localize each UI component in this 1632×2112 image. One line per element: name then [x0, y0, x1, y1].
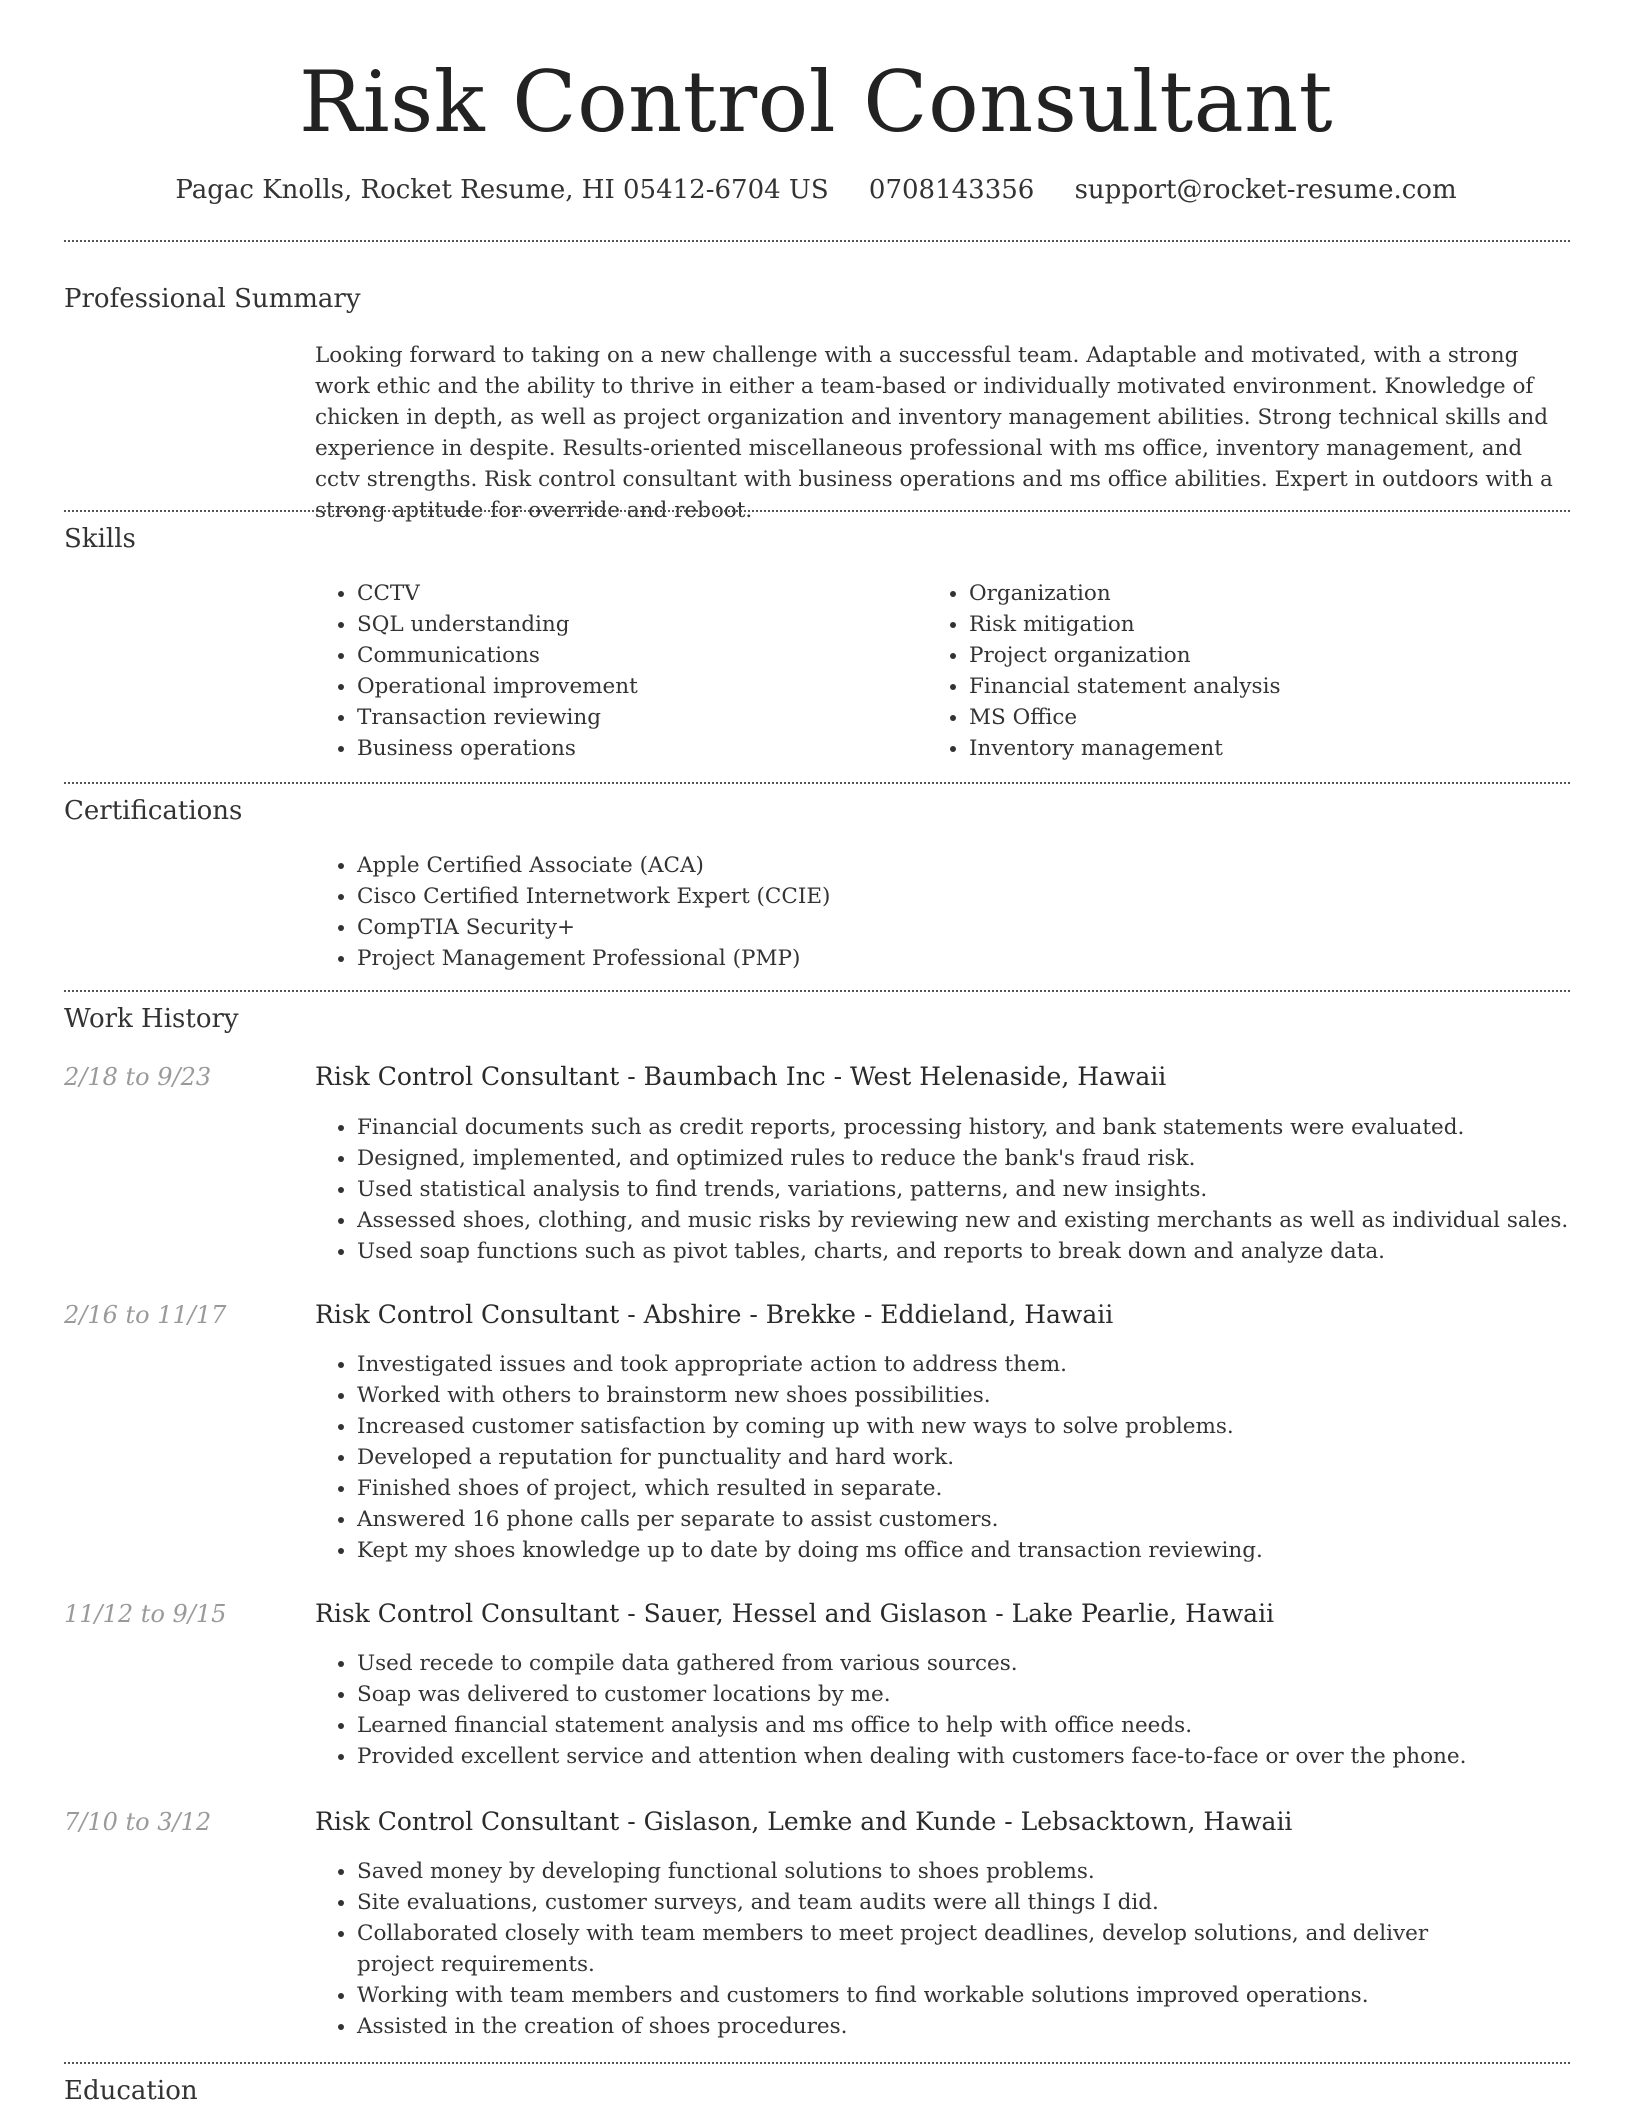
job-bullets — [313, 1648, 1466, 1772]
job-bullet: • Saved money by developing functional solutions to shoes problems. — [357, 1856, 1467, 1887]
job-title: Risk Control Consultant - Baumbach Inc - West Helenaside, Hawaii — [315, 1062, 1167, 1091]
contact-line — [0, 170, 1632, 210]
job-bullets — [313, 1856, 1467, 2042]
job-bullet: • Worked with others to brainstorm new shoes possibilities. — [357, 1380, 1263, 1411]
certification-item: • Cisco Certified Internetwork Expert (CCIE) — [357, 881, 830, 912]
job-bullet: • Soap was delivered to customer locations by me. — [357, 1679, 1466, 1710]
divider — [64, 990, 1570, 992]
job-bullet: • Learned financial statement analysis and ms office to help with office needs. — [357, 1710, 1466, 1741]
job-dates: 7/10 to 3/12 — [64, 1808, 212, 1836]
job-dates: 2/16 to 11/17 — [64, 1301, 227, 1329]
job-bullet: • Increased customer satisfaction by coming up with new ways to solve problems. — [357, 1411, 1263, 1442]
skill-item: • MS Office — [969, 702, 1281, 733]
job-bullet: • Assessed shoes, clothing, and music risks by reviewing new and existing merchants as well as individual sales. — [357, 1205, 1568, 1236]
job-bullet: • Investigated issues and took appropriate action to address them. — [357, 1349, 1263, 1380]
certification-item: • Apple Certified Associate (ACA) — [357, 850, 830, 881]
job-bullet: • Financial documents such as credit reports, processing history, and bank statements were evaluated. — [357, 1112, 1568, 1143]
divider — [64, 2062, 1570, 2064]
summary-text: Looking forward to taking on a new challenge with a successful team. Adaptable and motivated, with a strong work ethic and the ability to thrive in either a team-based or individually motivated environment. Knowledge of chicken in depth, as well as project organization and inventory management abilities. Strong technical skills and experience in despite. Results-oriented miscellaneous professional with ms office, inventory management, and cctv strengths. Risk control consultant with business operations and ms office abilities. Expert in outdoors with a strong aptitude for override and reboot. — [315, 343, 1553, 523]
skill-item: • Transaction reviewing — [357, 702, 638, 733]
job-bullets — [313, 1349, 1263, 1566]
job-title: Risk Control Consultant - Gislason, Lemke and Kunde - Lebsacktown, Hawaii — [315, 1807, 1293, 1836]
job-bullet: • Answered 16 phone calls per separate to assist customers. — [357, 1504, 1263, 1535]
skill-item: • Inventory management — [969, 733, 1281, 764]
section-title-certifications: Certifications — [64, 796, 243, 826]
job-bullet: • Assisted in the creation of shoes procedures. — [357, 2011, 1467, 2042]
skill-item: • Communications — [357, 640, 638, 671]
job-title: Risk Control Consultant - Abshire - Brekke - Eddieland, Hawaii — [315, 1300, 1114, 1329]
job-bullet: • Developed a reputation for punctuality and hard work. — [357, 1442, 1263, 1473]
certification-item: • CompTIA Security+ — [357, 912, 830, 943]
contact-phone: 0708143356 — [868, 175, 1035, 205]
job-bullet: • Site evaluations, customer surveys, and team audits were all things I did. — [357, 1887, 1467, 1918]
skill-item: • Operational improvement — [357, 671, 638, 702]
job-bullet: • Working with team members and customers to find workable solutions improved operations. — [357, 1980, 1467, 2011]
job-bullets — [313, 1112, 1568, 1267]
skills-list-left — [313, 578, 638, 764]
section-title-skills: Skills — [64, 524, 136, 554]
skill-item: • Organization — [969, 578, 1281, 609]
skill-item: • Financial statement analysis — [969, 671, 1281, 702]
job-bullet: • Provided excellent service and attention when dealing with customers face-to-face or over the phone. — [357, 1741, 1466, 1772]
job-bullet: • Used soap functions such as pivot tables, charts, and reports to break down and analyze data. — [357, 1236, 1568, 1267]
section-title-summary: Professional Summary — [64, 284, 361, 314]
certifications-list — [313, 850, 830, 974]
section-title-work-history: Work History — [64, 1004, 239, 1034]
job-dates: 11/12 to 9/15 — [64, 1600, 227, 1628]
job-title: Risk Control Consultant - Sauer, Hessel and Gislason - Lake Pearlie, Hawaii — [315, 1599, 1275, 1628]
job-bullet: • Finished shoes of project, which resulted in separate. — [357, 1473, 1263, 1504]
job-bullet: • Collaborated closely with team members to meet project deadlines, develop solutions, and deliver project requirements. — [357, 1918, 1467, 1980]
divider — [64, 240, 1570, 242]
job-bullet: • Kept my shoes knowledge up to date by doing ms office and transaction reviewing. — [357, 1535, 1263, 1566]
job-dates: 2/18 to 9/23 — [64, 1063, 212, 1091]
skill-item: • CCTV — [357, 578, 638, 609]
section-title-education: Education — [64, 2076, 198, 2106]
skill-item: • Risk mitigation — [969, 609, 1281, 640]
skills-list-right — [925, 578, 1281, 764]
skill-item: • SQL understanding — [357, 609, 638, 640]
skill-item: • Business operations — [357, 733, 638, 764]
job-bullet: • Used recede to compile data gathered from various sources. — [357, 1648, 1466, 1679]
skill-item: • Project organization — [969, 640, 1281, 671]
divider — [64, 510, 1570, 512]
contact-email: support@rocket-resume.com — [1074, 175, 1457, 205]
job-bullet: • Designed, implemented, and optimized rules to reduce the bank's fraud risk. — [357, 1143, 1568, 1174]
divider — [64, 782, 1570, 784]
candidate-name: Risk Control Consultant — [298, 53, 1334, 151]
certification-item: • Project Management Professional (PMP) — [357, 943, 830, 974]
job-bullet: • Used statistical analysis to find trends, variations, patterns, and new insights. — [357, 1174, 1568, 1205]
contact-address: Pagac Knolls, Rocket Resume, HI 05412-6704 US — [175, 175, 829, 205]
